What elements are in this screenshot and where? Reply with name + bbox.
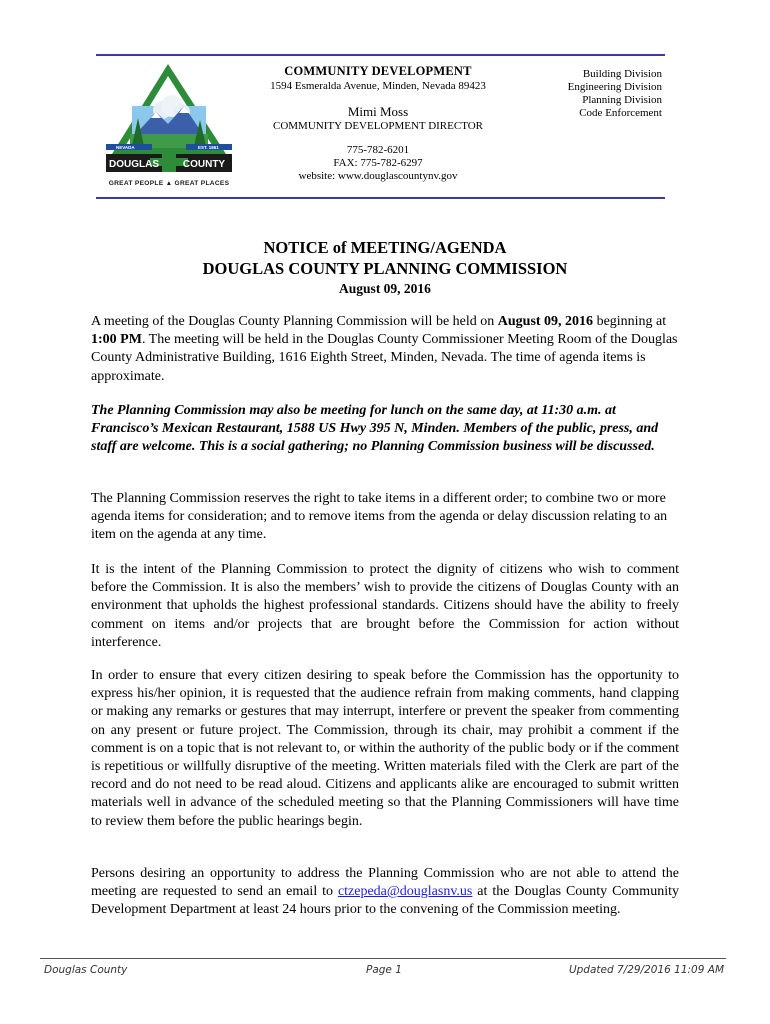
email-request-paragraph: [91, 865, 679, 920]
division-item: Planning Division: [582, 94, 662, 106]
meeting-info-paragraph: [91, 313, 679, 386]
logo-right-word: COUNTY: [182, 159, 226, 170]
division-item: Building Division: [582, 68, 662, 80]
department-name: COMMUNITY DEVELOPMENT: [284, 64, 472, 78]
text-run: beginning at: [593, 314, 667, 329]
website: website: www.douglascountynv.gov: [298, 170, 458, 182]
logo-state: NEVADA: [116, 145, 135, 150]
director-title: COMMUNITY DEVELOPMENT DIRECTOR: [272, 120, 484, 132]
meeting-date-bold: August 09, 2016: [497, 314, 594, 329]
commission-title: DOUGLAS COUNTY PLANNING COMMISSION: [202, 259, 568, 278]
notice-title: NOTICE of MEETING/AGENDA: [263, 238, 507, 257]
division-item: Engineering Division: [567, 81, 662, 93]
fax-number: FAX: 775-782-6297: [333, 157, 423, 169]
divisions-list: [540, 68, 662, 120]
department-address: 1594 Esmeralda Avenue, Minden, Nevada 89423: [270, 80, 486, 92]
footer-updated: Updated 7/29/2016 11:09 AM: [568, 964, 724, 976]
text-run: A meeting of the Douglas County Planning Commission will be held on: [91, 314, 498, 329]
phone-number: 775-782-6201: [346, 144, 410, 156]
email-link[interactable]: ctzepeda@douglasnv.us: [337, 884, 473, 900]
header-top-rule: [96, 54, 665, 56]
text-run: at the Douglas County Community Development Department at least 24 hours prior to the convening of the Commission meeting.: [91, 884, 679, 918]
header-bottom-rule: [96, 197, 665, 199]
text-run: . The meeting will be held in the Douglas County Commissioner Meeting Room of the Douglas County Administrative Building, 1616 Eighth Street, Minden, Nevada. The time of agenda items is approximate.: [91, 332, 678, 384]
logo-established: EST. 1861: [198, 145, 219, 150]
footer-page-number: Page 1: [366, 964, 402, 976]
text-run: Persons desiring an opportunity to address the Planning Commission who are not able to attend the meeting are requested to send an email to: [91, 866, 679, 900]
dignity-paragraph: It is the intent of the Planning Commission to protect the dignity of citizens who wish to comment before the Commission. It is also the members’ wish to provide the citizens of Douglas County with an environment that upholds the highest professional standards. Citizens should have the ability to freely comment on items and/or projects that are brought before the Commission for action without interference.: [91, 562, 679, 650]
public-comment-paragraph: In order to ensure that every citizen desiring to speak before the Commission has the opportunity to express his/her opinion, it is requested that the audience refrain from making comments, hand clapping or making any remarks or gestures that may interrupt, interfere or prevent the speaker from commenting on any present or future project. The Commission, through its chair, may prohibit a comment if the comment is on a topic that is not relevant to, or within the authority of the public body or if the comment is repetitious or willfully disruptive of the meeting. Written materials filed with the Clerk are part of the record and do not need to be read aloud. Citizens and applicants alike are encouraged to submit written materials well in advance of the scheduled meeting so that the Planning Commissioners will have time to review them before the public hearings begin.: [91, 668, 679, 829]
director-name: Mimi Moss: [347, 104, 409, 119]
lunch-notice-paragraph: The Planning Commission may also be meeting for lunch on the same day, at 11:30 a.m. at Francisco’s Mexican Restaurant, 1588 US Hwy 395 N, Minden. Members of the public, press, and staff are welcome. This is a social gathering; no Planning Commission business will be discussed.: [91, 403, 659, 455]
logo-tagline: GREAT PEOPLE ▲ GREAT PLACES: [108, 180, 230, 187]
footer-county: Douglas County: [44, 964, 128, 976]
douglas-county-logo: [104, 62, 234, 190]
division-item: Code Enforcement: [579, 107, 662, 119]
logo-left-word: DOUGLAS: [109, 159, 159, 170]
agenda-order-paragraph: The Planning Commission reserves the right to take items in a different order; to combine two or more agenda items for consideration; and to remove items from the agenda or delay discussion relating to an item on the agenda at any time.: [91, 491, 668, 543]
meeting-date: August 09, 2016: [339, 281, 431, 296]
footer-rule: [40, 958, 726, 959]
meeting-time-bold: 1:00 PM: [91, 332, 142, 348]
